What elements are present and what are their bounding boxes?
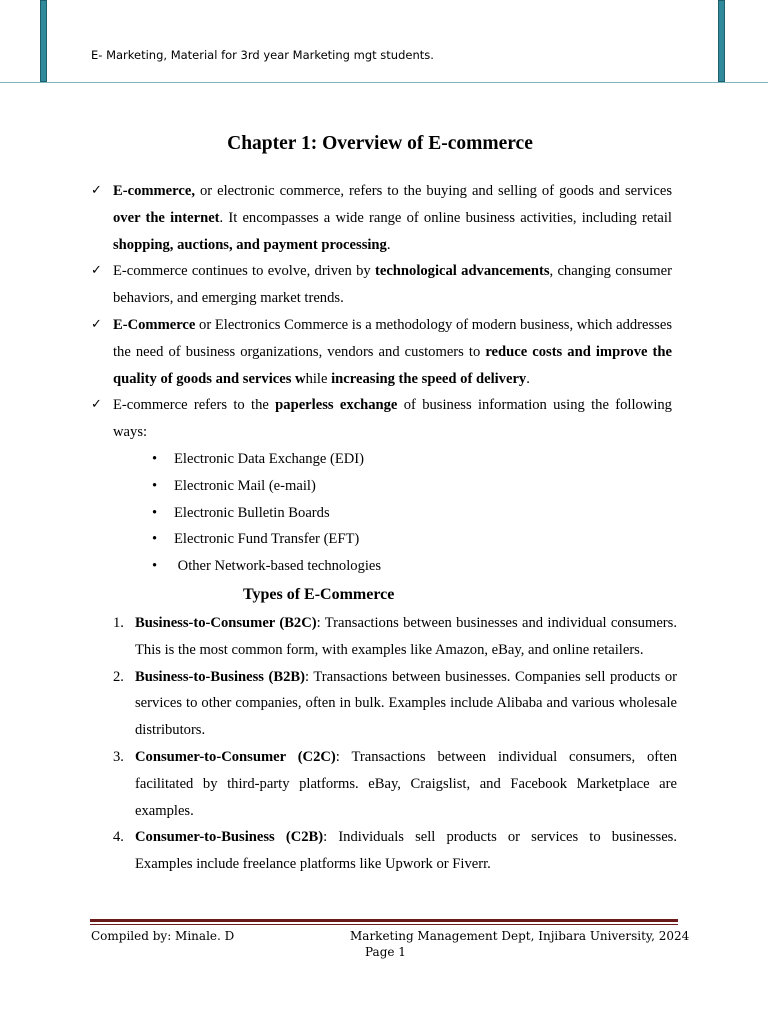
bold-text: E-Commerce xyxy=(113,316,196,333)
bold-text: technological advancements xyxy=(374,263,550,280)
check-item xyxy=(91,392,672,446)
text-segment: E-commerce refers to the xyxy=(113,397,276,414)
text-segment: hile xyxy=(305,370,332,387)
text-segment: , changing consumer behaviors, and emerging market trends. xyxy=(113,263,672,307)
bold-text: paperless exchange xyxy=(275,397,398,414)
text-segment: . xyxy=(526,370,530,387)
type-item: 4. Consumer-to-Business (C2B): Individuals sell products or services to businesses. Examples include freelance platforms like Upwork or Fiverr. xyxy=(113,829,677,873)
list-item: • Electronic Data Exchange (EDI) xyxy=(174,446,768,473)
list-item: • Other Network-based technologies xyxy=(174,553,768,580)
text-segment: or electronic commerce, refers to the buying and selling of goods and services xyxy=(194,183,672,199)
checkmark-icon: ✓ xyxy=(91,397,102,413)
text-segment: E-commerce continues to evolve, driven by xyxy=(113,263,375,280)
header-left-bar xyxy=(40,0,47,82)
footer-author: Compiled by: Minale. D xyxy=(91,929,235,943)
page-header: E- Marketing, Material for 3rd year Marketing mgt students. xyxy=(91,48,434,62)
text-segment: or Electronics Commerce is a methodology of modern business, which addresses the need of business organizations, vendors and customers to xyxy=(113,316,673,360)
checkmark-icon: ✓ xyxy=(91,263,102,279)
check-item xyxy=(91,312,673,392)
header-right-bar xyxy=(718,0,725,82)
list-item: • Electronic Mail (e-mail) xyxy=(174,473,768,500)
main-content xyxy=(0,178,768,878)
bold-text: reduce costs and improve the quality of goods and services w xyxy=(113,343,673,387)
type-item: 1. Business-to-Consumer (B2C): Transactions between businesses and individual consumers. This is the most common form, with examples like Amazon, eBay, and online retailers. xyxy=(113,614,677,658)
bullet-icon: • xyxy=(152,477,158,494)
page-number: Page 1 xyxy=(365,945,406,959)
bold-text: increasing the speed of delivery xyxy=(331,370,527,387)
bullet-icon: • xyxy=(152,558,158,575)
bullet-icon: • xyxy=(152,450,158,467)
list-item: • Electronic Bulletin Boards xyxy=(174,500,768,527)
footer-department: Marketing Management Dept, Injibara University, 2024 xyxy=(350,929,690,943)
type-item: 2. Business-to-Business (B2B): Transactions between businesses. Companies sell products or services to other companies, often in bulk. Examples include Alibaba and various wholesale distributors. xyxy=(113,668,677,739)
bold-text: shopping, auctions, and payment processing xyxy=(113,236,387,253)
check-item xyxy=(91,258,672,312)
bullet-icon: • xyxy=(152,531,158,548)
type-item: 3. Consumer-to-Consumer (C2C): Transactions between individual consumers, often facilitated by third-party platforms. eBay, Craigslist, and Facebook Marketplace are examples. xyxy=(113,748,677,819)
bullet-icon: • xyxy=(152,504,158,521)
bold-text: over the internet xyxy=(113,209,220,226)
footer-divider-thin xyxy=(90,924,678,925)
section-heading: Types of E-Commerce xyxy=(243,585,395,603)
checkmark-icon: ✓ xyxy=(91,183,102,198)
text-segment: . xyxy=(386,236,391,253)
text-segment: . It encompasses a wide range of online business activities, including retail xyxy=(219,209,672,226)
checkmark-icon: ✓ xyxy=(91,316,102,332)
list-item: • Electronic Fund Transfer (EFT) xyxy=(174,526,768,553)
text-segment: of business information using the following ways: xyxy=(113,397,672,441)
bullet-list xyxy=(0,446,768,580)
chapter-title: Chapter 1: Overview of E-commerce xyxy=(227,133,533,154)
footer-divider-thick xyxy=(90,919,678,922)
bold-text: E-commerce, xyxy=(113,183,195,199)
check-item xyxy=(91,178,672,258)
header-divider xyxy=(0,82,768,83)
